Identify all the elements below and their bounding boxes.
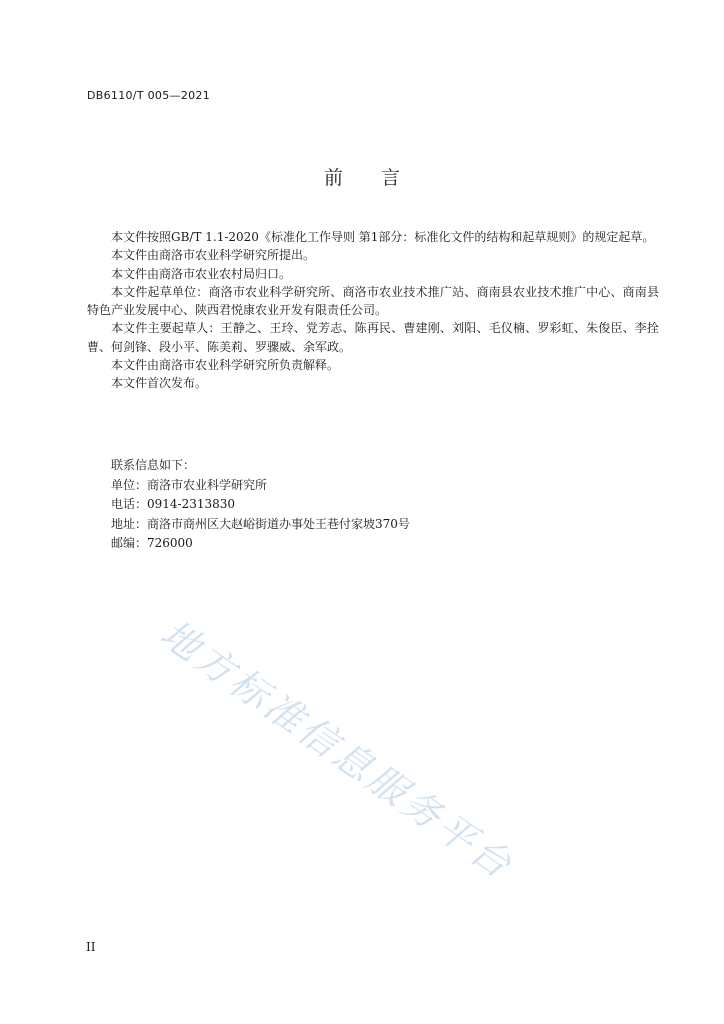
page-number: II — [86, 940, 96, 954]
foreword-body — [87, 228, 659, 393]
contact-phone: 电话：0914-2313830 — [111, 497, 236, 511]
paragraph-drafting-units: 本文件起草单位：商洛市农业科学研究所、商洛市农业技术推广站、商南县农业技术推广中心、商南县特色产业发展中心、陕西君悦康农业开发有限责任公司。 — [87, 284, 659, 318]
watermark: 地方标准信息服务平台 — [152, 611, 522, 889]
contact-heading: 联系信息如下： — [111, 458, 196, 472]
paragraph-interpretation: 本文件由商洛市农业科学研究所负责解释。 — [111, 358, 340, 373]
title-char-1: 前 — [323, 167, 343, 189]
contact-unit: 单位：商洛市农业科学研究所 — [111, 477, 268, 492]
document-code: DB6110/T 005—2021 — [87, 89, 211, 102]
page-title — [0, 163, 724, 190]
paragraph-drafting-rules: 本文件按照GB/T 1.1-2020《标准化工作导则 第1部分：标准化文件的结构和起草规则》的规定起草。 — [111, 230, 655, 244]
paragraph-first-release: 本文件首次发布。 — [111, 376, 208, 391]
contact-info — [111, 456, 410, 554]
paragraph-drafters: 本文件主要起草人：王静之、王玲、党芳志、陈再民、曹建刚、刘阳、毛仪楠、罗彩虹、朱俊臣、李拴曹、何剑锋、段小平、陈美莉、罗骤威、余军政。 — [87, 321, 659, 354]
contact-address: 地址：商洛市商州区大赵峪街道办事处王巷付家坡370号 — [111, 516, 410, 531]
title-char-2: 言 — [381, 167, 401, 189]
paragraph-under-jurisdiction: 本文件由商洛市农业农村局归口。 — [111, 266, 292, 281]
contact-postcode: 邮编：726000 — [111, 536, 193, 550]
paragraph-proposed-by: 本文件由商洛市农业科学研究所提出。 — [111, 248, 316, 263]
